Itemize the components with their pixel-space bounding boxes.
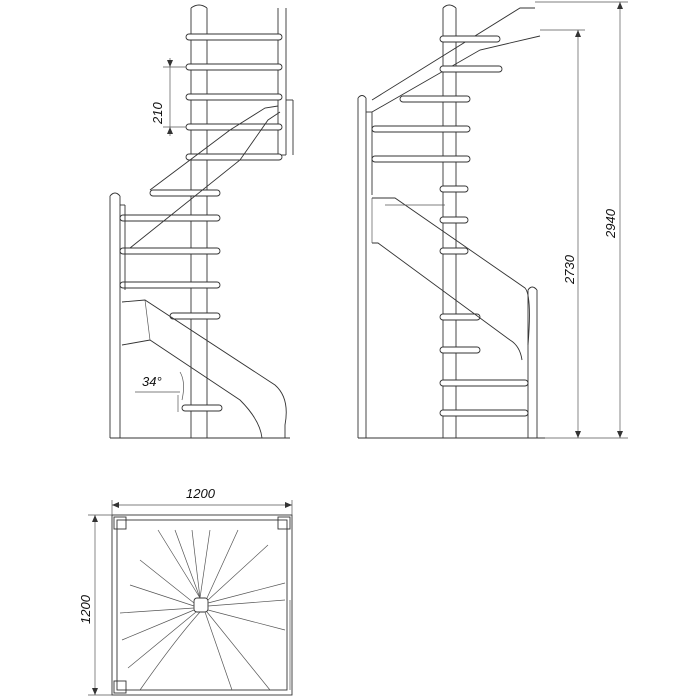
riser-dimension <box>163 58 186 136</box>
plan-width-label: 1200 <box>186 486 215 501</box>
plan-radial-treads <box>120 530 290 690</box>
plan-depth-label: 1200 <box>78 595 93 624</box>
total-height-label: 2940 <box>603 209 618 238</box>
left-post <box>110 193 125 438</box>
front-elevation-view <box>110 5 293 438</box>
height-to-floor-label: 2730 <box>562 255 577 284</box>
riser-height-label: 210 <box>150 102 165 124</box>
side-elevation-view <box>358 2 628 438</box>
plan-width-dimension <box>112 500 292 515</box>
plan-corner-post <box>114 681 126 693</box>
plan-view <box>78 486 292 695</box>
plan-corner-post <box>114 517 126 529</box>
side-left-post <box>358 96 372 439</box>
angle-label: 34° <box>142 374 162 389</box>
side-treads <box>372 36 528 416</box>
plan-center-post <box>194 598 208 612</box>
plan-corner-post <box>278 517 290 529</box>
front-upper-treads <box>120 34 282 411</box>
upper-right-post <box>278 8 293 155</box>
plan-outline <box>112 515 292 695</box>
